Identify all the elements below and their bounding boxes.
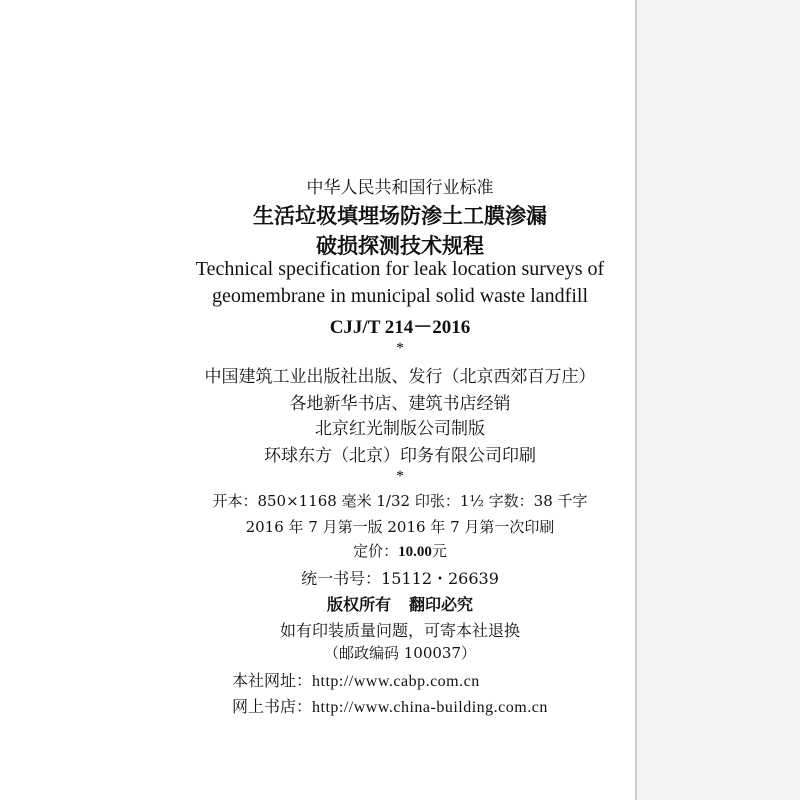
- standard-code: CJJ/T 214－2016: [329, 317, 471, 338]
- website-line: [232, 668, 480, 691]
- online-store-url: http://www.china-building.com.cn: [312, 699, 548, 716]
- price-line: [0, 540, 800, 561]
- online-store-line: [232, 694, 548, 717]
- website-url: http://www.cabp.com.cn: [312, 673, 480, 690]
- price-value: 10.00: [398, 544, 432, 560]
- copyright-notice: [0, 592, 800, 615]
- format-specs: 开本：850×1168 毫米 1/32 印张：1½ 字数：38 千字: [212, 492, 588, 510]
- postal-code: （邮政编码 100037）: [323, 644, 477, 662]
- title-en-line2: geomembrane in municipal solid waste landfill: [211, 285, 588, 307]
- title-en-line1: Technical specification for leak location surveys of: [195, 258, 605, 280]
- price-unit: 元: [431, 542, 447, 560]
- edition-info: 2016 年 7 月第一版 2016 年 7 月第一次印刷: [245, 518, 555, 536]
- title-zh-line2: 破损探测技术规程: [316, 234, 484, 258]
- online-store-label: 网上书店：: [232, 697, 313, 716]
- unified-book-number: 统一书号：15112・26639: [301, 569, 499, 588]
- exchange-notice: 如有印装质量问题，可寄本社退换: [279, 621, 520, 640]
- title-zh-line1: 生活垃圾填埋场防渗土工膜渗漏: [253, 204, 547, 228]
- separator-star: *: [396, 340, 404, 357]
- standard-type: 中华人民共和国行业标准: [306, 178, 494, 198]
- reprint-prohibited: 翻印必究: [409, 595, 474, 614]
- rights-reserved: 版权所有: [326, 595, 391, 614]
- printer-line: 环球东方（北京）印务有限公司印刷: [264, 446, 536, 466]
- website-label: 本社网址：: [232, 671, 313, 690]
- publisher-line: 中国建筑工业出版社出版、发行（北京西郊百万庄）: [204, 367, 596, 387]
- separator-star: *: [396, 468, 404, 485]
- distributor-line: 各地新华书店、建筑书店经销: [289, 394, 511, 414]
- price-label: 定价：: [353, 542, 399, 560]
- plate-maker-line: 北京红光制版公司制版: [315, 419, 485, 439]
